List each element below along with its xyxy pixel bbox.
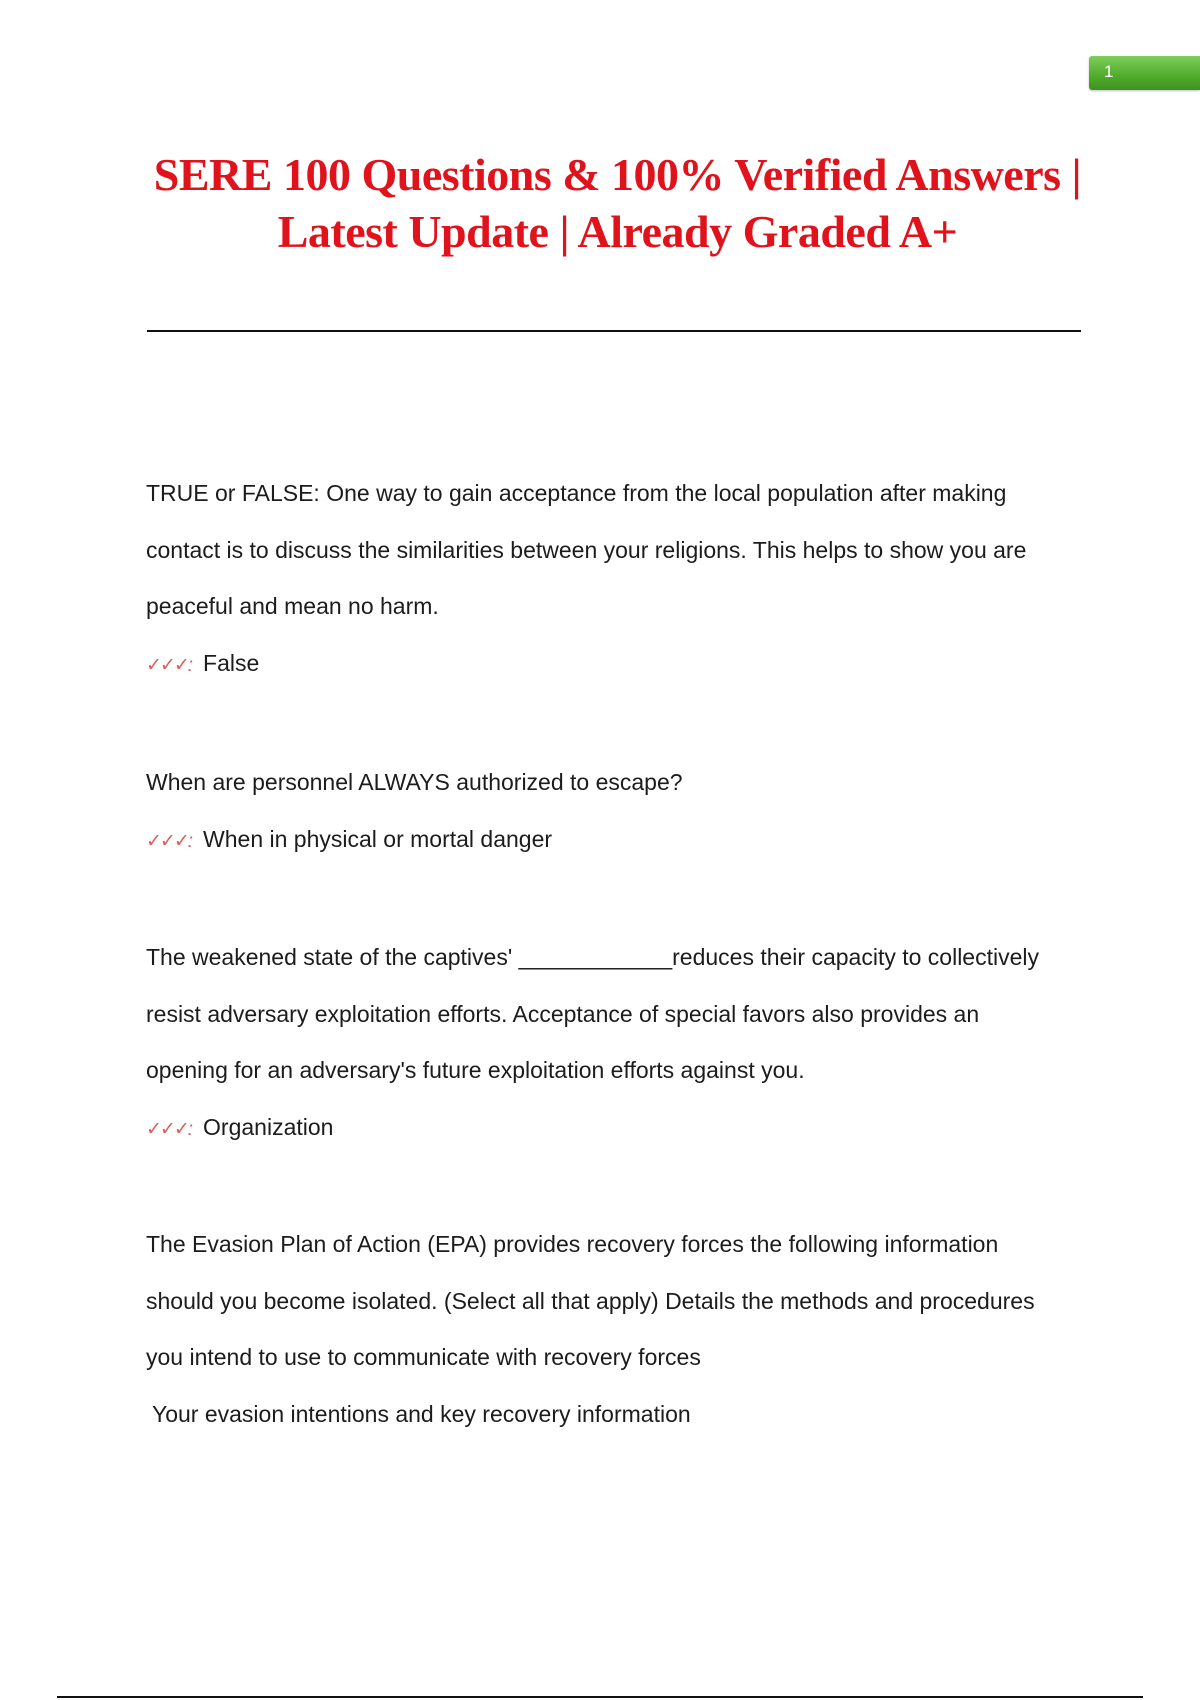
question-line: contact is to discuss the similarities between your religions. This helps to show you are xyxy=(146,536,1027,563)
question-text xyxy=(146,465,1096,635)
question-line: opening for an adversary's future exploitation efforts against you. xyxy=(146,1057,805,1083)
answer-row xyxy=(146,635,1096,695)
answer-row xyxy=(146,811,1096,871)
qa-item xyxy=(146,754,1096,870)
page-number-tab xyxy=(1089,56,1200,90)
title-divider xyxy=(147,330,1081,332)
question-line: should you become isolated. (Select all that apply) Details the methods and procedures xyxy=(146,1287,1035,1314)
question-line: you intend to use to communicate with recovery forces xyxy=(146,1344,701,1370)
question-line: The Evasion Plan of Action (EPA) provides recovery forces the following information xyxy=(146,1231,999,1257)
page-bottom-divider xyxy=(57,1696,1143,1698)
question-text xyxy=(146,1216,1096,1442)
qa-item xyxy=(146,929,1096,1158)
qa-item xyxy=(146,465,1096,694)
question-line: TRUE or FALSE: One way to gain acceptance from the local population after making xyxy=(146,480,1007,506)
answer-text: False xyxy=(203,649,260,676)
question-line: resist adversary exploitation efforts. Acceptance of special favors also provides an xyxy=(146,1000,980,1027)
answer-row xyxy=(146,1099,1096,1159)
checkmark-icon: ✓✓✓: xyxy=(146,654,192,676)
question-line: peaceful and mean no harm. xyxy=(146,593,439,619)
answer-text: When in physical or mortal danger xyxy=(203,825,553,852)
document-title-line-2: Latest Update | Already Graded A+ xyxy=(277,206,958,257)
qa-item xyxy=(146,1216,1096,1442)
question-line: Your evasion intentions and key recovery information xyxy=(146,1400,691,1427)
answer-text: Organization xyxy=(203,1113,334,1140)
question-line: The weakened state of the captives' ____________reduces their capacity to collectively xyxy=(146,944,1040,970)
checkmark-icon: ✓✓✓: xyxy=(146,830,192,852)
page-number: 1 xyxy=(1104,62,1114,81)
document-title xyxy=(130,146,1105,260)
document-title-line-1: SERE 100 Questions & 100% Verified Answers | xyxy=(153,149,1082,200)
question-text xyxy=(146,754,1096,811)
question-text xyxy=(146,929,1096,1099)
question-line: When are personnel ALWAYS authorized to escape? xyxy=(146,769,683,795)
checkmark-icon: ✓✓✓: xyxy=(146,1118,192,1140)
